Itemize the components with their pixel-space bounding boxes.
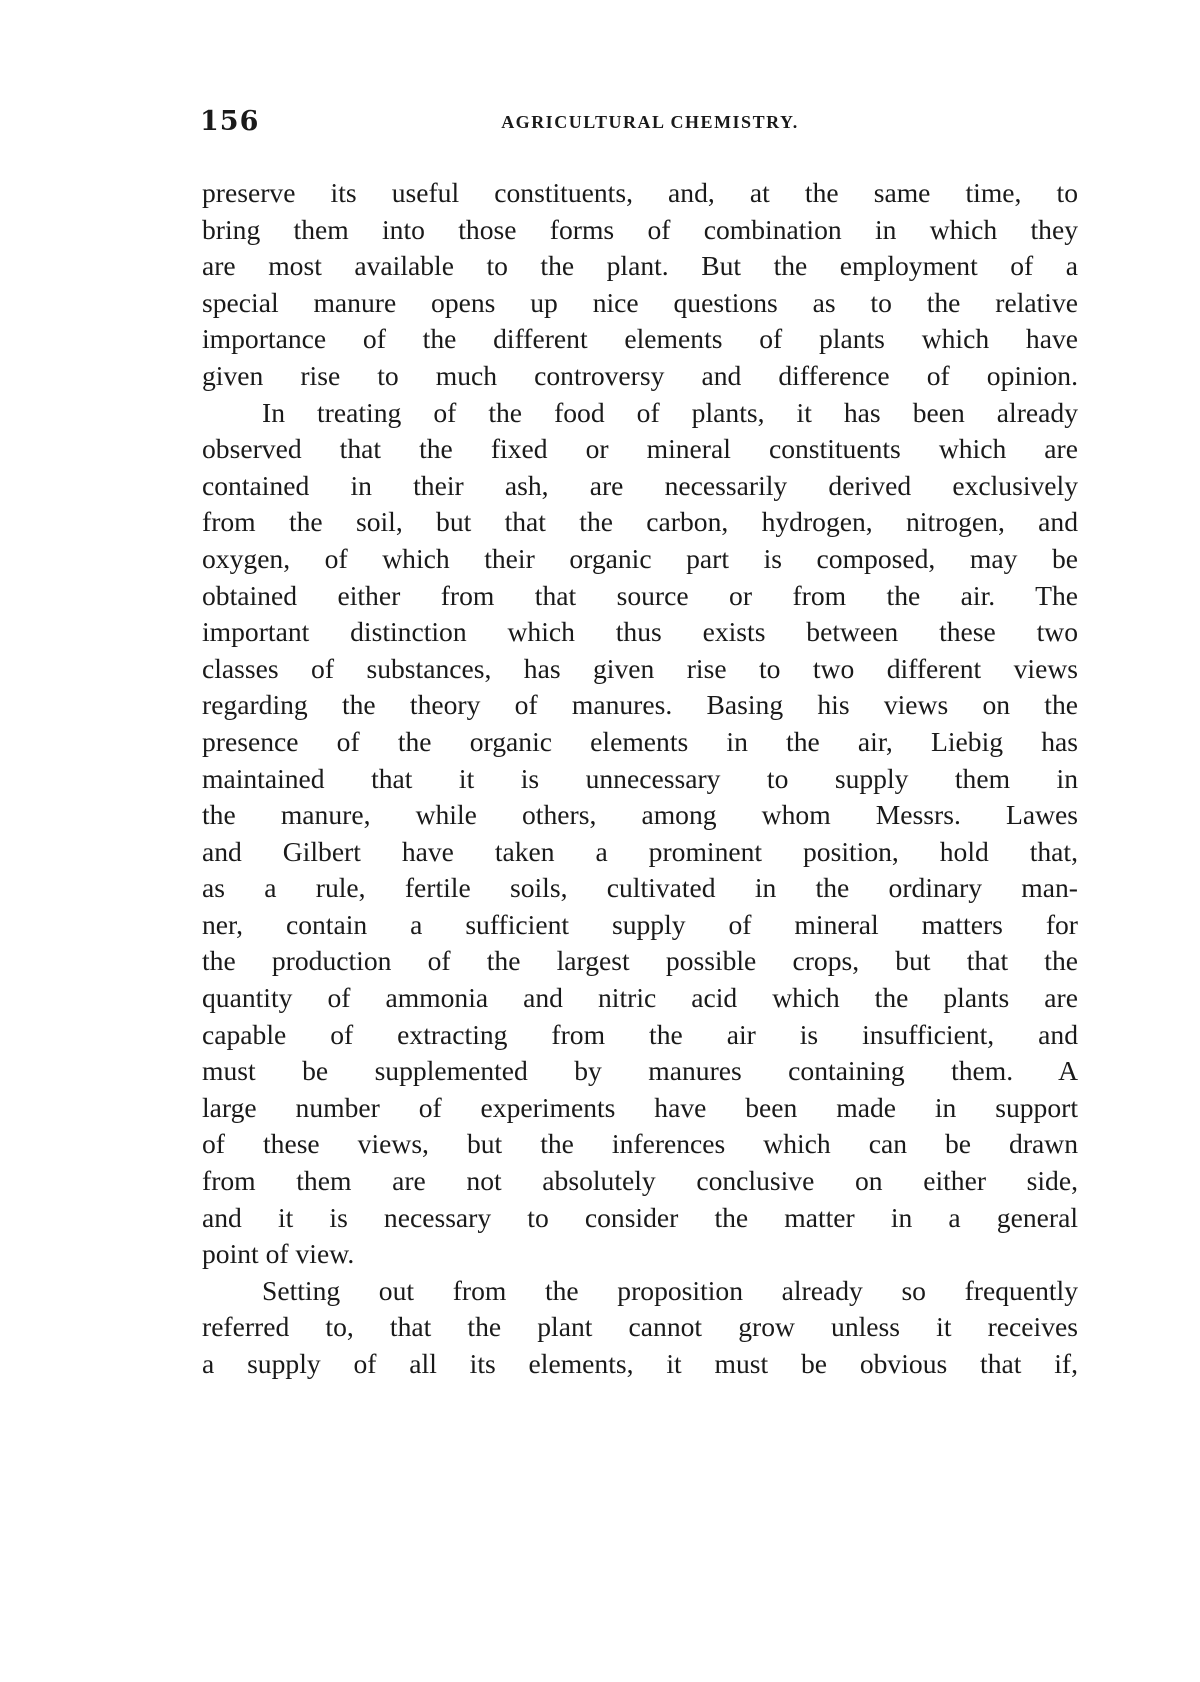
text-line: preserve its useful constituents, and, at the same time, to [202,177,1078,208]
text-line: of these views, but the inferences which can be drawn [202,1128,1078,1160]
text-line: capable of extracting from the air is insufficient, and [202,1018,1078,1050]
text-line: presence of the organic elements in the air, Liebig has [202,725,1078,757]
text-line: Setting out from the proposition already so frequently [262,1274,1078,1306]
text-line: importance of the different elements of plants which have [202,323,1078,355]
running-head [200,106,1076,146]
text-line: from them are not absolutely conclusive on either side, [202,1165,1078,1197]
text-line: are most available to the plant. But the employment of a [202,250,1078,282]
text-line: from the soil, but that the carbon, hydrogen, nitrogen, and [202,506,1078,538]
text-line: oxygen, of which their organic part is composed, may be [202,542,1078,574]
text-line: important distinction which thus exists between these two [202,616,1078,648]
paragraph [202,175,1078,395]
text-line: special manure opens up nice questions as to the relative [202,286,1078,318]
text-line: ner, contain a sufficient supply of mineral matters for [202,908,1078,940]
text-line: regarding the theory of manures. Basing his views on the [202,689,1078,721]
text-line: and it is necessary to consider the matter in a general [202,1201,1078,1233]
text-line: point of view. [202,1238,355,1270]
text-line: bring them into those forms of combination in which they [202,213,1078,245]
text-line: must be supplemented by manures containing them. A [202,1055,1078,1087]
text-line: the manure, while others, among whom Messrs. Lawes [202,799,1078,831]
page-number: 156 [200,106,260,137]
text-line: the production of the largest possible crops, but that the [202,945,1078,977]
text-line: as a rule, fertile soils, cultivated in the ordinary man- [202,872,1078,904]
text-line: a supply of all its elements, it must be obvious that if, [202,1348,1078,1379]
text-line: contained in their ash, are necessarily derived exclusively [202,469,1078,501]
paragraph [202,395,1078,1273]
running-title: AGRICULTURAL CHEMISTRY. [501,112,799,132]
text-line: observed that the fixed or mineral constituents which are [202,433,1078,465]
text-line: and Gilbert have taken a prominent position, hold that, [202,835,1078,867]
text-line: classes of substances, has given rise to two different views [202,652,1078,684]
paragraph [202,1273,1078,1383]
text-line: maintained that it is unnecessary to supply them in [202,762,1078,794]
text-line: referred to, that the plant cannot grow unless it receives [202,1311,1078,1343]
text-line: large number of experiments have been made in support [202,1091,1078,1123]
text-line: In treating of the food of plants, it has been already [262,396,1078,428]
text-line: obtained either from that source or from the air. The [202,579,1078,611]
body-text [202,175,1078,1383]
text-line: given rise to much controversy and difference of opinion. [202,359,1078,391]
text-line: quantity of ammonia and nitric acid which the plants are [202,982,1078,1014]
